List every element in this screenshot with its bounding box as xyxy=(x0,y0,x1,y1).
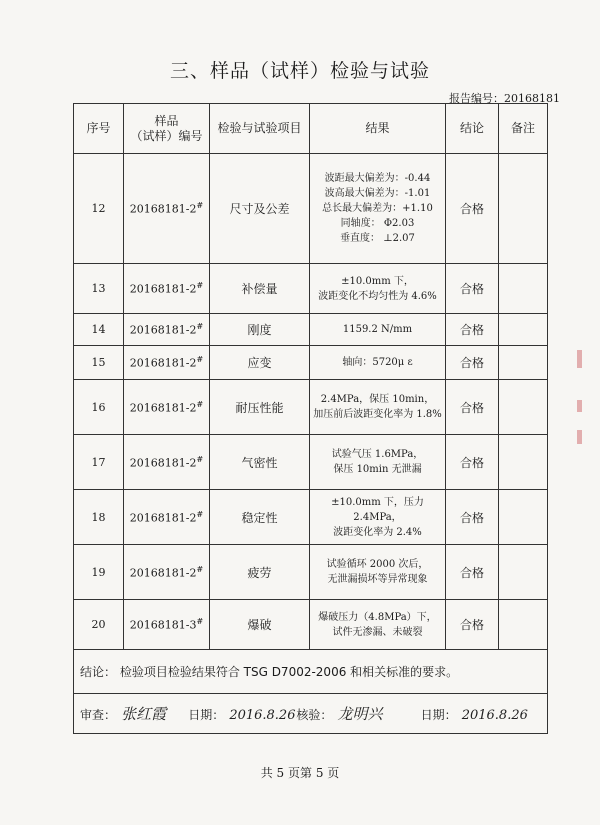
test-item: 尺寸及公差 xyxy=(210,154,310,264)
conclusion-cell: 合格 xyxy=(446,380,499,435)
test-result xyxy=(310,154,446,264)
row-number: 18 xyxy=(74,490,124,545)
table-row xyxy=(74,600,548,650)
result-line: 加压前后波距变化率为 1.8% xyxy=(313,409,442,420)
test-item: 稳定性 xyxy=(210,490,310,545)
table-row xyxy=(74,264,548,314)
result-line: 爆破压力（4.8MPa）下， xyxy=(318,611,437,623)
table-header-row xyxy=(74,104,548,154)
row-number: 16 xyxy=(74,380,124,435)
row-number: 20 xyxy=(74,600,124,650)
result-line: 总长最大偏差为：+1.10 xyxy=(322,203,433,214)
edge-stamp-mark xyxy=(577,350,582,368)
sample-code-text: 20168181-2 xyxy=(129,323,197,337)
inspection-table xyxy=(73,103,548,734)
remark-cell xyxy=(499,435,548,490)
page-footer: 共 5 页第 5 页 xyxy=(260,766,340,780)
conclusion-cell: 合格 xyxy=(446,490,499,545)
sample-code-text: 20168181-2 xyxy=(129,456,197,470)
result-line: 波距变化率为 2.4% xyxy=(333,526,422,538)
check-date: 2016.8.26 xyxy=(461,708,528,723)
conclusion-cell: 合格 xyxy=(446,154,499,264)
row-number: 15 xyxy=(74,346,124,380)
test-result xyxy=(310,314,446,346)
remark-cell xyxy=(499,264,548,314)
conclusion-text: 结论： 检验项目检验结果符合 TSG D7002-2006 和相关标准的要求。 xyxy=(74,650,548,694)
signoff-cell xyxy=(74,694,548,734)
sample-code-text: 20168181-2 xyxy=(129,401,197,415)
signoff-row xyxy=(74,694,548,734)
sample-code xyxy=(124,600,210,650)
result-line: ±10.0mm 下，压力 2.4MPa， xyxy=(331,496,424,523)
sample-code-text: 20168181-2 xyxy=(129,282,197,296)
table-row xyxy=(74,435,548,490)
sample-code-mark: # xyxy=(196,399,204,409)
table-row xyxy=(74,346,548,380)
test-item: 气密性 xyxy=(210,435,310,490)
conclusion-cell: 合格 xyxy=(446,435,499,490)
sample-code xyxy=(124,154,210,264)
test-result xyxy=(310,545,446,600)
sample-code-mark: # xyxy=(196,617,204,627)
result-line: 同轴度： Φ2.03 xyxy=(340,218,415,229)
sample-code xyxy=(124,435,210,490)
test-result xyxy=(310,346,446,380)
row-number: 12 xyxy=(74,154,124,264)
sample-code xyxy=(124,380,210,435)
test-item: 应变 xyxy=(210,346,310,380)
table-row xyxy=(74,314,548,346)
check-label: 核验： xyxy=(296,708,333,722)
header-conclusion: 结论 xyxy=(446,104,499,154)
table-row xyxy=(74,154,548,264)
sample-code-text: 20168181-2 xyxy=(129,566,197,580)
test-item: 爆破 xyxy=(210,600,310,650)
header-code-line1: 样品 xyxy=(154,113,179,128)
test-item: 疲劳 xyxy=(210,545,310,600)
header-result: 结果 xyxy=(310,104,446,154)
sample-code-mark: # xyxy=(196,322,204,332)
sample-code-mark: # xyxy=(196,509,204,519)
result-line: 波距最大偏差为：-0.44 xyxy=(324,173,431,184)
remark-cell xyxy=(499,154,548,264)
result-line: 轴向：5720μ ε xyxy=(342,357,413,368)
conclusion-cell: 合格 xyxy=(446,264,499,314)
check-signature: 龙明兴 xyxy=(337,705,383,723)
result-line: 垂直度： ⊥2.07 xyxy=(340,233,415,244)
conclusion-cell: 合格 xyxy=(446,545,499,600)
review-date: 2016.8.26 xyxy=(229,708,296,723)
report-number: 报告编号：20168181 xyxy=(449,92,560,105)
table-row xyxy=(74,380,548,435)
test-result xyxy=(310,380,446,435)
test-result xyxy=(310,600,446,650)
result-line: 无泄漏损坏等异常现象 xyxy=(327,574,428,585)
table-row xyxy=(74,490,548,545)
page-title: 三、样品（试样）检验与试验 xyxy=(169,60,430,82)
remark-cell xyxy=(499,490,548,545)
sample-code-mark: # xyxy=(196,454,204,464)
remark-cell xyxy=(499,380,548,435)
result-line: 1159.2 N/mm xyxy=(342,324,413,335)
row-number: 14 xyxy=(74,314,124,346)
test-item: 补偿量 xyxy=(210,264,310,314)
sample-code-mark: # xyxy=(196,281,204,291)
test-item: 刚度 xyxy=(210,314,310,346)
review-date-label: 日期： xyxy=(188,708,225,722)
header-item: 检验与试验项目 xyxy=(210,104,310,154)
sample-code-mark: # xyxy=(196,355,204,365)
row-number: 19 xyxy=(74,545,124,600)
conclusion-cell: 合格 xyxy=(446,600,499,650)
result-line: 试验气压 1.6MPa， xyxy=(331,449,424,460)
sample-code-text: 20168181-2 xyxy=(129,356,197,370)
edge-stamp-mark xyxy=(577,430,582,444)
header-code xyxy=(124,104,210,154)
sample-code-text: 20168181-3 xyxy=(129,618,197,632)
sample-code-text: 20168181-2 xyxy=(129,202,197,216)
result-line: 波高最大偏差为：-1.01 xyxy=(324,188,431,199)
sample-code-mark: # xyxy=(196,201,204,211)
header-no: 序号 xyxy=(74,104,124,154)
sample-code-text: 20168181-2 xyxy=(129,511,197,525)
test-result xyxy=(310,490,446,545)
test-result xyxy=(310,264,446,314)
check-date-label: 日期： xyxy=(420,708,457,722)
remark-cell xyxy=(499,545,548,600)
sample-code xyxy=(124,545,210,600)
result-line: ±10.0mm 下， xyxy=(341,275,414,287)
result-line: 试验循环 2000 次后， xyxy=(326,559,429,570)
sample-code xyxy=(124,264,210,314)
review-label: 审查： xyxy=(80,708,117,722)
sample-code xyxy=(124,346,210,380)
review-signature: 张红霞 xyxy=(121,705,167,723)
result-line: 保压 10min 无泄漏 xyxy=(333,464,422,475)
conclusion-row xyxy=(74,650,548,694)
result-line: 2.4MPa，保压 10min， xyxy=(320,394,435,405)
table-row xyxy=(74,545,548,600)
remark-cell xyxy=(499,600,548,650)
row-number: 17 xyxy=(74,435,124,490)
test-result xyxy=(310,435,446,490)
sample-code xyxy=(124,314,210,346)
sample-code-mark: # xyxy=(196,564,204,574)
row-number: 13 xyxy=(74,264,124,314)
edge-stamp-mark xyxy=(577,400,582,412)
conclusion-cell: 合格 xyxy=(446,314,499,346)
test-item: 耐压性能 xyxy=(210,380,310,435)
result-line: 波距变化不均匀性为 4.6% xyxy=(318,290,437,302)
conclusion-cell: 合格 xyxy=(446,346,499,380)
header-remark: 备注 xyxy=(499,104,548,154)
remark-cell xyxy=(499,346,548,380)
header-code-line2: （试样）编号 xyxy=(130,128,203,143)
remark-cell xyxy=(499,314,548,346)
result-line: 试件无渗漏、未破裂 xyxy=(332,626,423,638)
sample-code xyxy=(124,490,210,545)
